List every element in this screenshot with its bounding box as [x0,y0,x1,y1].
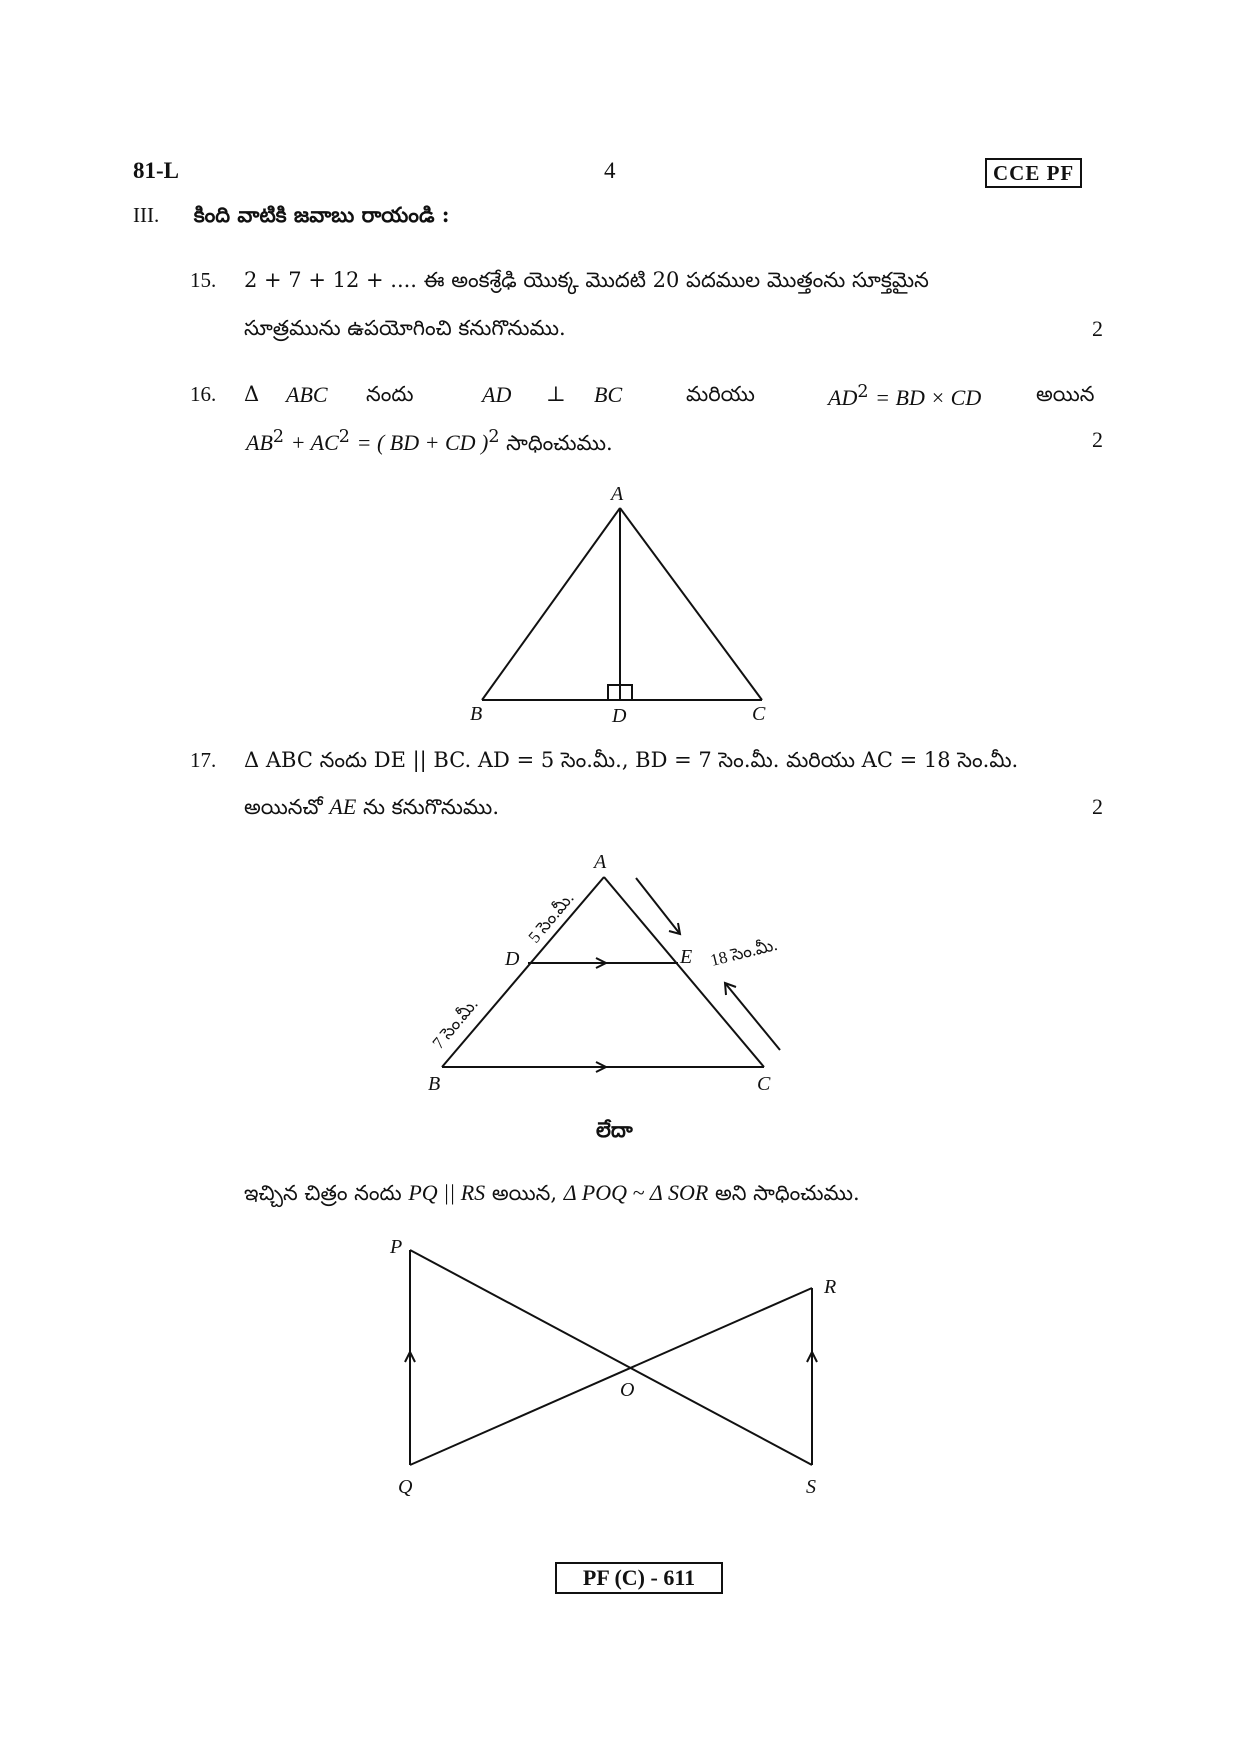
superscript-2: 2 [488,427,500,447]
side-ab [442,877,604,1067]
word-find: ను కనుగొనుము. [362,795,499,819]
ae-direction-line [636,878,680,934]
vertex-a-label: A [594,851,607,873]
rhs-expression: = ( BD + CD ) [356,430,489,455]
parallel-condition: PQ || RS [408,1180,486,1205]
word-prove: అని సాధించుము. [714,1181,860,1205]
word-prove: సాధించుము. [506,431,613,455]
question-17-line-1 [190,748,1018,778]
segment-ps [410,1250,812,1465]
side-ac [620,508,762,700]
question-15-marks: 2 [1092,316,1103,341]
paper-code-box: CCE PF [985,158,1082,188]
question-15-text-1: 2 + 7 + 12 + .... ఈ అంకశ్రేఢి యొక్క మొదటి 20 పదముల మొత్తంను సూక్తమైన [244,268,929,292]
triangle-name: ABC [286,382,328,407]
vertex-b-label: B [470,703,483,725]
question-16-marks: 2 [1092,427,1103,452]
ab-term: AB [246,430,273,455]
question-16-number: 16. [190,382,217,406]
segment-qr [410,1288,812,1465]
word-ayina: అయిన [1036,382,1095,406]
point-s-label: S [806,1476,816,1498]
footer-paper-code: PF (C) - 611 [555,1562,723,1594]
superscript-2: 2 [272,427,285,447]
question-17-line-2 [244,794,499,825]
vertex-c-label: C [752,703,766,725]
point-p-label: P [390,1236,403,1258]
ad-squared-base: AD [828,385,858,410]
point-r-label: R [824,1276,837,1298]
question-17-or-text [244,1180,860,1211]
figure-17-or-bowtie [405,1250,817,1465]
question-15-line-2: సూత్రమును ఉపయోగించి కనుగొనుము. [244,316,566,340]
word-mariyu: మరియు [686,382,755,406]
segment-ad: AD [482,382,512,407]
point-q-label: Q [398,1476,413,1498]
question-paper-code: 81-L [133,158,179,183]
or-separator: లేదా [596,1117,633,1142]
vertex-a-label: A [611,483,624,505]
section-instruction: కింది వాటికి జవాబు రాయండి : [193,202,450,227]
question-17-marks: 2 [1092,794,1103,819]
ec-direction-line [725,983,780,1050]
ad-length-label: 5 సెం.మీ. [524,888,578,947]
segment-ae: AE [329,794,357,819]
delta-symbol: Δ [244,382,260,406]
word-ayinacho: అయినచో [244,795,323,819]
vertex-e-label: E [680,946,693,968]
ac-length-label: 18 సెం.మీ. [708,934,780,970]
side-ac [604,877,764,1067]
superscript-2: 2 [338,427,350,447]
side-ab [482,508,620,700]
bd-times-cd: = BD × CD [875,385,982,410]
word-nandu: నందు [366,382,414,406]
ac-term: + AC [290,430,339,455]
vertex-c-label: C [757,1073,771,1095]
vertex-b-label: B [428,1073,441,1095]
word-ayina: అయిన, [491,1181,558,1205]
question-15-number: 15. [190,268,217,292]
vertex-d-label: D [612,705,627,727]
intro-text: ఇచ్చిన చిత్రం నందు [244,1181,402,1205]
vertex-d-label: D [505,948,520,970]
segment-bc: BC [594,382,623,407]
page-number: 4 [604,158,616,183]
section-number: III. [133,203,160,227]
perpendicular-symbol: ⊥ [546,382,566,406]
figure-17-triangle-parallel [442,877,780,1072]
question-17-number: 17. [190,748,217,772]
question-17-text-1: Δ ABC నందు DE || BC. AD = 5 సెం.మీ., BD = 7 సెం.మీ. మరియు AC = 18 సెం.మీ. [244,748,1019,772]
bd-length-label: 7 సెం.మీ. [428,994,482,1053]
point-o-label: O [620,1379,635,1401]
similarity-statement: Δ POQ ~ Δ SOR [563,1180,709,1205]
superscript-2: 2 [857,382,869,402]
